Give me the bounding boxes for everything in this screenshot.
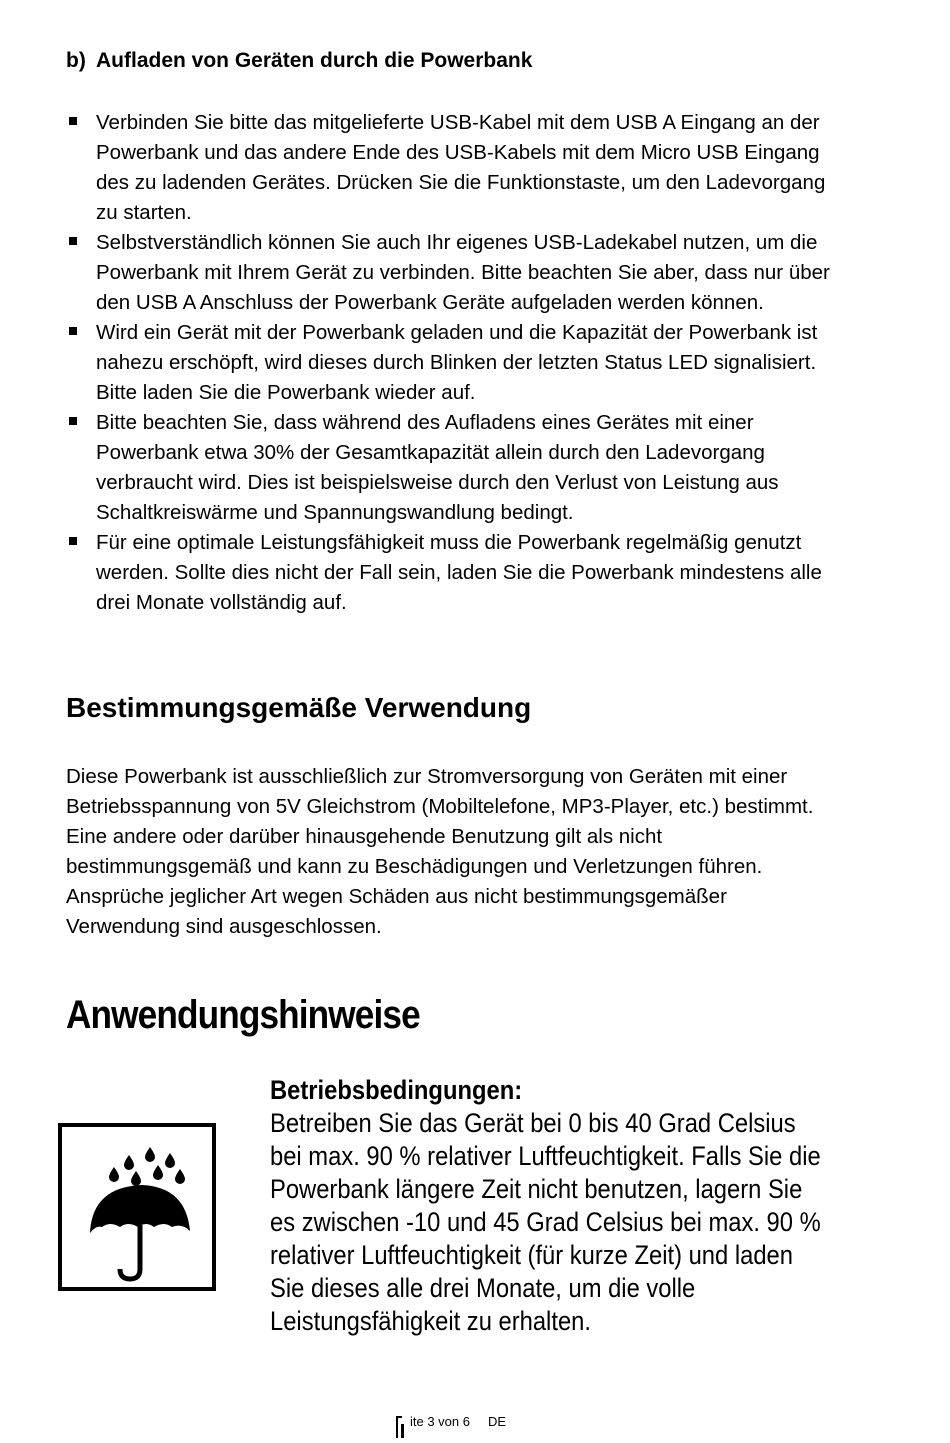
- bullet-item: [66, 528, 836, 618]
- section-marker: b): [66, 49, 86, 72]
- charging-bullet-list: [66, 108, 836, 618]
- language-code: DE: [488, 1414, 507, 1429]
- bullet-square-icon: [69, 417, 77, 425]
- page-number-label: ite 3 von 6: [410, 1414, 470, 1429]
- page-footer: [394, 1412, 506, 1438]
- conditions-title: Betriebsbedingungen:: [270, 1075, 523, 1105]
- bullet-item: [66, 228, 836, 318]
- bullet-item: [66, 108, 836, 228]
- bullet-item: [66, 318, 836, 408]
- bullet-text: Wird ein Gerät mit der Powerbank geladen und die Kapazität der Powerbank ist nahezu erschöpft, wird dieses durch Blinken der letzten Status LED signalisiert. Bitte laden Sie die Powerbank wieder auf.: [96, 321, 818, 404]
- operating-conditions: [270, 1074, 821, 1338]
- conditions-text: Betreiben Sie das Gerät bei 0 bis 40 Grad Celsius bei max. 90 % relativer Luftfeuchtigkeit. Falls Sie die Powerbank längere Zeit nicht benutzen, lagern Sie es zwischen -10 und 45 Grad Celsius bei max. 90 % relativer Luftfeuchtigkeit (für kurze Zeit) und laden Sie dieses alle drei Monate, um die volle Leistungsfähigkeit zu erhalten.: [270, 1108, 821, 1336]
- umbrella-handle: [120, 1225, 140, 1279]
- intended-use-heading: Bestimmungsgemäße Verwendung: [66, 692, 532, 723]
- bullet-square-icon: [69, 117, 77, 125]
- bullet-text: Selbstverständlich können Sie auch Ihr eigenes USB-Ladekabel nutzen, um die Powerbank mit Ihrem Gerät zu verbinden. Bitte beachten Sie aber, dass nur über den USB A Anschluss der Powerbank Geräte aufgeladen werden können.: [96, 231, 830, 314]
- bullet-square-icon: [69, 327, 77, 335]
- footer-bracket-icon: [394, 1412, 408, 1438]
- bullet-text: Bitte beachten Sie, dass während des Aufladens eines Gerätes mit einer Powerbank etwa 30% der Gesamtkapazität allein durch den Ladevorgang verbraucht wird. Dies ist beispielsweise durch den Verlust von Leistung aus Schaltkreiswärme und Spannungswandlung bedingt.: [96, 411, 779, 524]
- keep-dry-umbrella-icon: [58, 1123, 216, 1291]
- intended-use-text: Diese Powerbank ist ausschließlich zur Stromversorgung von Geräten mit einer Betriebsspannung von 5V Gleichstrom (Mobiltelefone, MP3-Player, etc.) bestimmt. Eine andere oder darüber hinausgehende Benutzung gilt als nicht bestimmungsgemäß und kann zu Beschädigungen und Verletzungen führen. Ansprüche jeglicher Art wegen Schäden aus nicht bestimmungsgemäßer Verwendung sind ausgeschlossen.: [66, 765, 814, 938]
- umbrella-rain-svg: [62, 1127, 212, 1287]
- bullet-text: Für eine optimale Leistungsfähigkeit muss die Powerbank regelmäßig genutzt werden. Sollte dies nicht der Fall sein, laden Sie die Powerbank mindestens alle drei Monate vollständig auf.: [96, 531, 822, 614]
- charging-section-heading: [66, 46, 532, 76]
- bullet-text: Verbinden Sie bitte das mitgelieferte USB-Kabel mit dem USB A Eingang an der Powerbank und das andere Ende des USB-Kabels mit dem Micro USB Eingang des zu ladenden Gerätes. Drücken Sie die Funktionstaste, um den Ladevorgang zu starten.: [96, 111, 826, 224]
- bullet-square-icon: [69, 537, 77, 545]
- bullet-item: [66, 408, 836, 528]
- raindrops: [109, 1147, 185, 1186]
- usage-notes-heading: Anwendungshinweise: [66, 993, 420, 1037]
- charging-section-title: Aufladen von Geräten durch die Powerbank: [96, 49, 533, 72]
- bullet-square-icon: [69, 237, 77, 245]
